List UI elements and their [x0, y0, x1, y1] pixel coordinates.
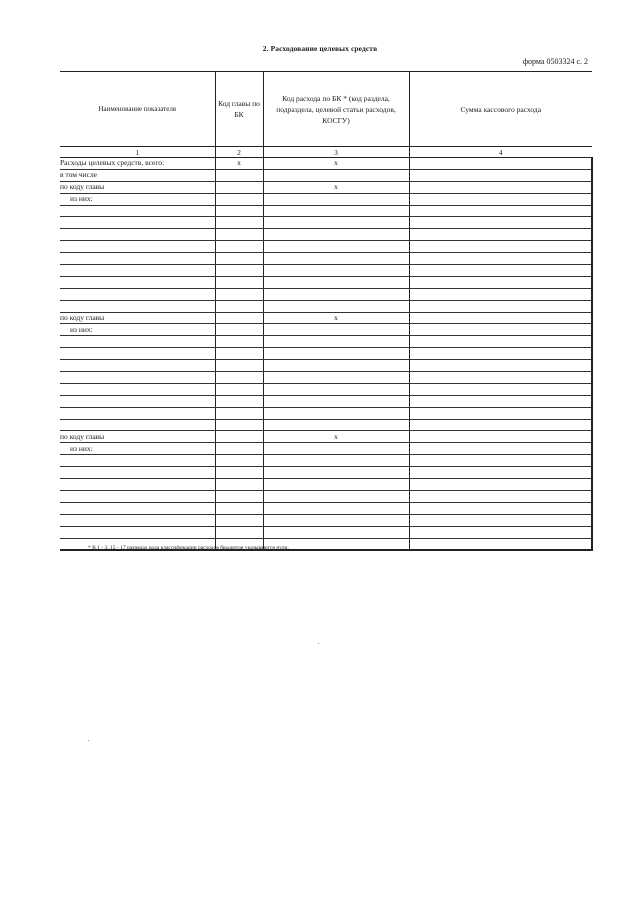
row-label	[60, 407, 215, 419]
chapter-code-cell	[215, 467, 263, 479]
expense-code-cell: x	[263, 158, 409, 170]
cash-sum-cell[interactable]	[409, 300, 592, 312]
row-label	[60, 336, 215, 348]
table-row	[60, 514, 592, 526]
chapter-code-cell	[215, 407, 263, 419]
expense-code-cell	[263, 514, 409, 526]
cash-sum-cell[interactable]	[409, 276, 592, 288]
expenditure-table	[60, 71, 593, 551]
row-label	[60, 229, 215, 241]
cash-sum-cell[interactable]	[409, 217, 592, 229]
table-row	[60, 276, 592, 288]
expense-code-cell	[263, 502, 409, 514]
cash-sum-cell[interactable]	[409, 265, 592, 277]
expense-code-cell	[263, 467, 409, 479]
table-row	[60, 288, 592, 300]
chapter-code-cell	[215, 229, 263, 241]
row-label	[60, 300, 215, 312]
table-row	[60, 169, 592, 181]
cash-sum-cell[interactable]	[409, 193, 592, 205]
cash-sum-cell[interactable]	[409, 467, 592, 479]
table-row	[60, 490, 592, 502]
row-label: по коду главы	[60, 181, 215, 193]
row-label	[60, 526, 215, 538]
chapter-code-cell	[215, 241, 263, 253]
expense-code-cell	[263, 288, 409, 300]
chapter-code-cell	[215, 348, 263, 360]
chapter-code-cell: x	[215, 158, 263, 170]
table-row	[60, 241, 592, 253]
header-cash-expense-sum: Сумма кассового расхода	[409, 72, 592, 147]
chapter-code-cell	[215, 288, 263, 300]
cash-sum-cell[interactable]	[409, 336, 592, 348]
table-row	[60, 265, 592, 277]
chapter-code-cell	[215, 181, 263, 193]
chapter-code-cell	[215, 372, 263, 384]
chapter-code-cell	[215, 443, 263, 455]
header-chapter-code: Код главы по БК	[215, 72, 263, 147]
chapter-code-cell	[215, 276, 263, 288]
row-label: в том числе	[60, 169, 215, 181]
row-label	[60, 419, 215, 431]
chapter-code-cell	[215, 336, 263, 348]
row-label	[60, 348, 215, 360]
footnote: * В 1 - 3, 15 - 17 разрядах кода классификации расходов бюджетов указываются нули.	[88, 545, 289, 551]
chapter-code-cell	[215, 193, 263, 205]
chapter-code-cell	[215, 395, 263, 407]
table-row	[60, 193, 592, 205]
row-label	[60, 514, 215, 526]
chapter-code-cell	[215, 526, 263, 538]
row-label: по коду главы	[60, 312, 215, 324]
column-number: 2	[215, 147, 263, 158]
table-row	[60, 479, 592, 491]
expense-code-cell	[263, 395, 409, 407]
table-row	[60, 383, 592, 395]
chapter-code-cell	[215, 455, 263, 467]
row-label: по коду главы	[60, 431, 215, 443]
column-number: 3	[263, 147, 409, 158]
expense-code-cell	[263, 241, 409, 253]
row-label	[60, 372, 215, 384]
table-body	[60, 158, 592, 551]
table-row	[60, 205, 592, 217]
cash-sum-cell[interactable]	[409, 479, 592, 491]
row-label	[60, 490, 215, 502]
expense-code-cell	[263, 360, 409, 372]
table-row	[60, 300, 592, 312]
chapter-code-cell	[215, 479, 263, 491]
chapter-code-cell	[215, 312, 263, 324]
chapter-code-cell	[215, 383, 263, 395]
table-row	[60, 431, 592, 443]
cash-sum-cell[interactable]	[409, 181, 592, 193]
cash-sum-cell[interactable]	[409, 205, 592, 217]
table-row	[60, 502, 592, 514]
cash-sum-cell[interactable]	[409, 490, 592, 502]
expense-code-cell	[263, 490, 409, 502]
row-label: из них:	[60, 193, 215, 205]
row-label	[60, 288, 215, 300]
cash-sum-cell[interactable]	[409, 324, 592, 336]
cash-sum-cell[interactable]	[409, 455, 592, 467]
cash-sum-cell[interactable]	[409, 395, 592, 407]
table-row	[60, 455, 592, 467]
row-label	[60, 360, 215, 372]
chapter-code-cell	[215, 324, 263, 336]
expense-code-cell	[263, 336, 409, 348]
chapter-code-cell	[215, 431, 263, 443]
expense-code-cell	[263, 407, 409, 419]
row-label	[60, 395, 215, 407]
column-number: 4	[409, 147, 592, 158]
expense-code-cell	[263, 324, 409, 336]
chapter-code-cell	[215, 419, 263, 431]
row-label	[60, 479, 215, 491]
row-label: из них:	[60, 324, 215, 336]
table-row	[60, 419, 592, 431]
row-label	[60, 241, 215, 253]
row-label	[60, 502, 215, 514]
table-row	[60, 312, 592, 324]
scan-speck	[318, 643, 319, 644]
expense-code-cell	[263, 455, 409, 467]
cash-sum-cell[interactable]	[409, 158, 592, 170]
cash-sum-cell[interactable]	[409, 419, 592, 431]
expense-code-cell	[263, 383, 409, 395]
column-number: 1	[60, 147, 215, 158]
chapter-code-cell	[215, 265, 263, 277]
expense-code-cell	[263, 372, 409, 384]
expense-code-cell	[263, 193, 409, 205]
chapter-code-cell	[215, 502, 263, 514]
chapter-code-cell	[215, 205, 263, 217]
row-label	[60, 467, 215, 479]
table-row	[60, 229, 592, 241]
row-label: из них:	[60, 443, 215, 455]
row-label	[60, 383, 215, 395]
header-indicator-name: Наименование показателя	[60, 72, 215, 147]
chapter-code-cell	[215, 169, 263, 181]
table-row	[60, 467, 592, 479]
chapter-code-cell	[215, 514, 263, 526]
row-label	[60, 455, 215, 467]
expense-code-cell	[263, 169, 409, 181]
form-number: форма 0503324 с. 2	[522, 57, 588, 66]
cash-sum-cell[interactable]	[409, 253, 592, 265]
expense-code-cell: x	[263, 181, 409, 193]
table-row	[60, 181, 592, 193]
chapter-code-cell	[215, 300, 263, 312]
table-row	[60, 336, 592, 348]
row-label: Расходы целевых средств, всего:	[60, 158, 215, 170]
cash-sum-cell[interactable]	[409, 526, 592, 538]
table-row	[60, 360, 592, 372]
table-row	[60, 253, 592, 265]
cash-sum-cell[interactable]	[409, 538, 592, 550]
scan-speck	[88, 740, 89, 741]
cash-sum-cell[interactable]	[409, 443, 592, 455]
expense-code-cell	[263, 443, 409, 455]
table-row	[60, 324, 592, 336]
chapter-code-cell	[215, 490, 263, 502]
expense-code-cell	[263, 348, 409, 360]
expense-code-cell: x	[263, 431, 409, 443]
table-row	[60, 443, 592, 455]
row-label	[60, 276, 215, 288]
chapter-code-cell	[215, 217, 263, 229]
cash-sum-cell[interactable]	[409, 348, 592, 360]
expense-code-cell	[263, 526, 409, 538]
cash-sum-cell[interactable]	[409, 241, 592, 253]
row-label	[60, 205, 215, 217]
table-row	[60, 372, 592, 384]
expense-code-cell	[263, 229, 409, 241]
cash-sum-cell[interactable]	[409, 514, 592, 526]
expense-code-cell	[263, 205, 409, 217]
expense-code-cell	[263, 217, 409, 229]
row-label	[60, 253, 215, 265]
expense-code-cell	[263, 276, 409, 288]
expense-code-cell	[263, 419, 409, 431]
cash-sum-cell[interactable]	[409, 407, 592, 419]
expense-code-cell	[263, 265, 409, 277]
expense-code-cell	[263, 300, 409, 312]
cash-sum-cell[interactable]	[409, 360, 592, 372]
cash-sum-cell[interactable]	[409, 229, 592, 241]
section-title: 2. Расходование целевых средств	[262, 44, 378, 53]
table-row	[60, 526, 592, 538]
table-row	[60, 158, 592, 170]
expense-code-cell: x	[263, 312, 409, 324]
row-label	[60, 217, 215, 229]
row-label	[60, 265, 215, 277]
cash-sum-cell[interactable]	[409, 169, 592, 181]
cash-sum-cell[interactable]	[409, 383, 592, 395]
expense-code-cell	[263, 479, 409, 491]
header-expense-code: Код расхода по БК * (код раздела, подраздела, целевой статьи расходов, КОСГУ)	[263, 72, 409, 147]
column-number-row	[60, 147, 592, 158]
chapter-code-cell	[215, 360, 263, 372]
table-header-row	[60, 72, 592, 147]
cash-sum-cell[interactable]	[409, 431, 592, 443]
cash-sum-cell[interactable]	[409, 372, 592, 384]
expense-code-cell	[263, 253, 409, 265]
cash-sum-cell[interactable]	[409, 502, 592, 514]
table-row	[60, 217, 592, 229]
chapter-code-cell	[215, 253, 263, 265]
table-row	[60, 407, 592, 419]
table-row	[60, 395, 592, 407]
table-row	[60, 348, 592, 360]
cash-sum-cell[interactable]	[409, 312, 592, 324]
cash-sum-cell[interactable]	[409, 288, 592, 300]
